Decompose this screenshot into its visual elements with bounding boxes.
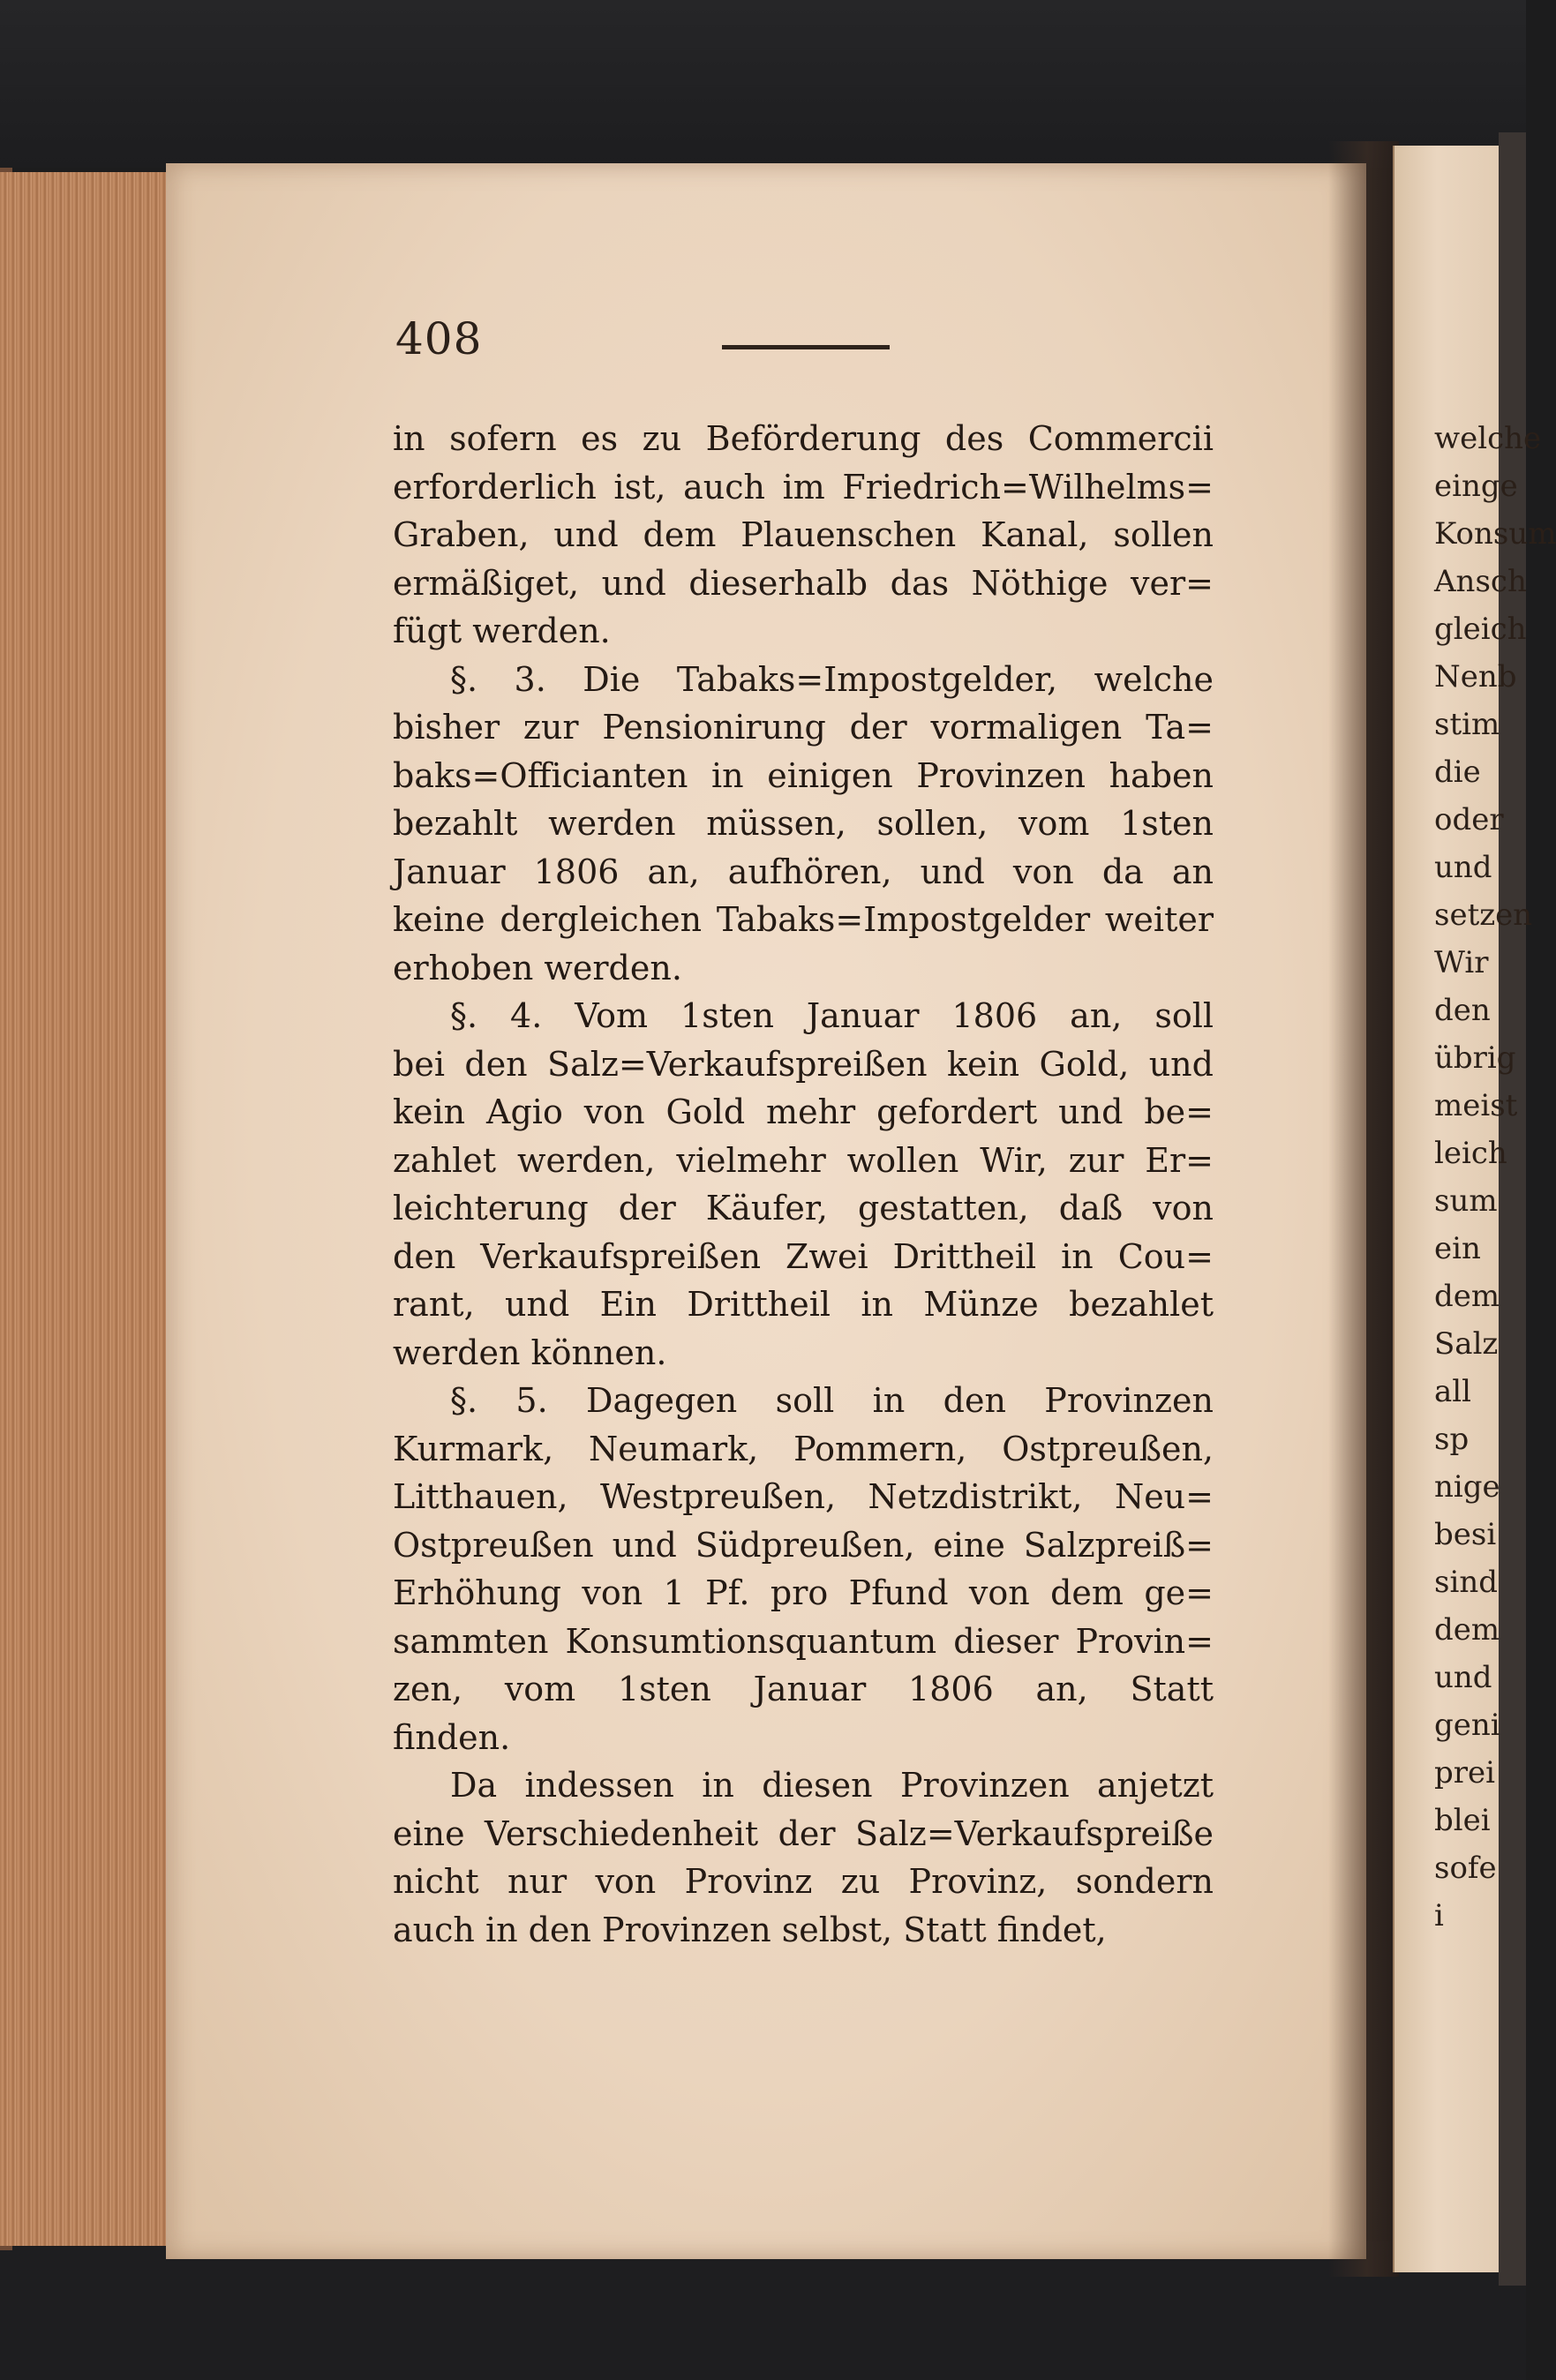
- text-line: erforderlich ist, auch im Friedrich=Wilhelms=: [393, 467, 1214, 507]
- next-page-fragment: besi: [1434, 1517, 1497, 1552]
- next-page-fragment: welche: [1434, 421, 1542, 456]
- text-line: Graben, und dem Plauenschen Kanal, sollen: [393, 515, 1214, 554]
- text-line: zahlet werden, vielmehr wollen Wir, zur Er=: [393, 1140, 1214, 1180]
- next-page-fragment: Ansch: [1434, 564, 1527, 599]
- text-line: bezahlt werden müssen, sollen, vom 1sten: [393, 804, 1214, 843]
- text-line: werden können.: [393, 1333, 667, 1372]
- text-line: §. 3. Die Tabaks=Impostgelder, welche: [450, 659, 1214, 699]
- next-page-fragment: oder: [1434, 802, 1504, 837]
- next-page-fragment: setzen: [1434, 897, 1533, 933]
- text-line: bei den Salz=Verkaufspreißen kein Gold, und: [393, 1044, 1214, 1084]
- text-line: Kurmark, Neumark, Pommern, Ostpreußen,: [393, 1429, 1214, 1468]
- text-line: nicht nur von Provinz zu Provinz, sondern: [393, 1862, 1214, 1901]
- next-page-fragment: dem: [1434, 1279, 1500, 1314]
- next-page-fragment: prei: [1434, 1755, 1496, 1791]
- next-page-fragment: und: [1434, 1660, 1492, 1695]
- next-page-text-fragments: [1434, 415, 1556, 1940]
- page-number: 408: [395, 313, 483, 364]
- next-page-fragment: sp: [1434, 1422, 1470, 1457]
- next-page-fragment: i: [1434, 1898, 1444, 1933]
- text-line: leichterung der Käufer, gestatten, daß von: [393, 1189, 1214, 1228]
- text-line: Ostpreußen und Südpreußen, eine Salzpreiß=: [393, 1525, 1214, 1565]
- gutter-shadow: [1328, 141, 1399, 2277]
- text-line: fügt werden.: [393, 612, 611, 650]
- page-body-text: [393, 415, 1214, 1954]
- next-page-fragment: Nenb: [1434, 659, 1517, 694]
- next-page-fragment: nige: [1434, 1469, 1500, 1505]
- text-line: bisher zur Pensionirung der vormaligen Ta=: [393, 708, 1214, 747]
- text-line: Januar 1806 an, aufhören, und von da an: [393, 852, 1214, 891]
- next-page-fragment: dem: [1434, 1612, 1500, 1648]
- next-page-fragment: die: [1434, 755, 1481, 790]
- next-page-fragment: übrig: [1434, 1040, 1516, 1076]
- next-page-fragment: geni: [1434, 1708, 1500, 1743]
- next-page-fragment: und: [1434, 850, 1492, 885]
- text-line: §. 4. Vom 1sten Januar 1806 an, soll: [450, 996, 1214, 1035]
- text-line: kein Agio von Gold mehr gefordert und be=: [393, 1092, 1214, 1131]
- next-page-fragment: stim: [1434, 707, 1500, 742]
- text-line: rant, und Ein Drittheil in Münze bezahlet: [393, 1285, 1214, 1324]
- background-bottom: [0, 2241, 1526, 2380]
- next-page-fragment: sofe: [1434, 1851, 1497, 1886]
- text-line: auch in den Provinzen selbst, Statt findet,: [393, 1910, 1107, 1949]
- next-page-fragment: sind: [1434, 1565, 1498, 1600]
- next-page-fragment: blei: [1434, 1803, 1491, 1838]
- text-line: erhoben werden.: [393, 948, 682, 987]
- next-page-fragment: Konsum: [1434, 516, 1556, 552]
- text-line: §. 5. Dagegen soll in den Provinzen: [450, 1381, 1214, 1420]
- text-line: keine dergleichen Tabaks=Impostgelder weiter: [393, 900, 1214, 939]
- next-page-fragment: Wir: [1434, 945, 1489, 980]
- text-line: finden.: [393, 1717, 511, 1757]
- next-page-fragment: sum: [1434, 1183, 1498, 1219]
- page-edges-left: [0, 172, 170, 2246]
- text-line: ermäßiget, und dieserhalb das Nöthige ver=: [393, 563, 1214, 603]
- text-line: Erhöhung von 1 Pf. pro Pfund von dem ge=: [393, 1573, 1214, 1612]
- next-page-fragment: Salz: [1434, 1326, 1499, 1362]
- text-line: den Verkaufspreißen Zwei Drittheil in Cou=: [393, 1236, 1214, 1276]
- next-page-fragment: all: [1434, 1374, 1472, 1409]
- text-line: Da indessen in diesen Provinzen anjetzt: [450, 1766, 1214, 1805]
- background-top: [0, 0, 1526, 168]
- text-line: baks=Officianten in einigen Provinzen haben: [393, 755, 1214, 795]
- next-page-fragment: den: [1434, 993, 1491, 1028]
- text-line: in sofern es zu Beförderung des Commercii: [393, 419, 1214, 458]
- text-line: sammten Konsumtionsquantum dieser Provin=: [393, 1621, 1214, 1661]
- text-line: eine Verschiedenheit der Salz=Verkaufspreiße: [393, 1813, 1214, 1853]
- text-line: zen, vom 1sten Januar 1806 an, Statt: [393, 1670, 1214, 1708]
- next-page-fragment: einge: [1434, 469, 1518, 504]
- next-page-fragment: gleich: [1434, 612, 1527, 647]
- next-page-fragment: meist: [1434, 1088, 1518, 1123]
- header-rule: [722, 345, 890, 349]
- next-page-fragment: leich: [1434, 1136, 1507, 1171]
- text-line: Litthauen, Westpreußen, Netzdistrikt, Neu=: [393, 1477, 1214, 1516]
- next-page-fragment: ein: [1434, 1231, 1481, 1266]
